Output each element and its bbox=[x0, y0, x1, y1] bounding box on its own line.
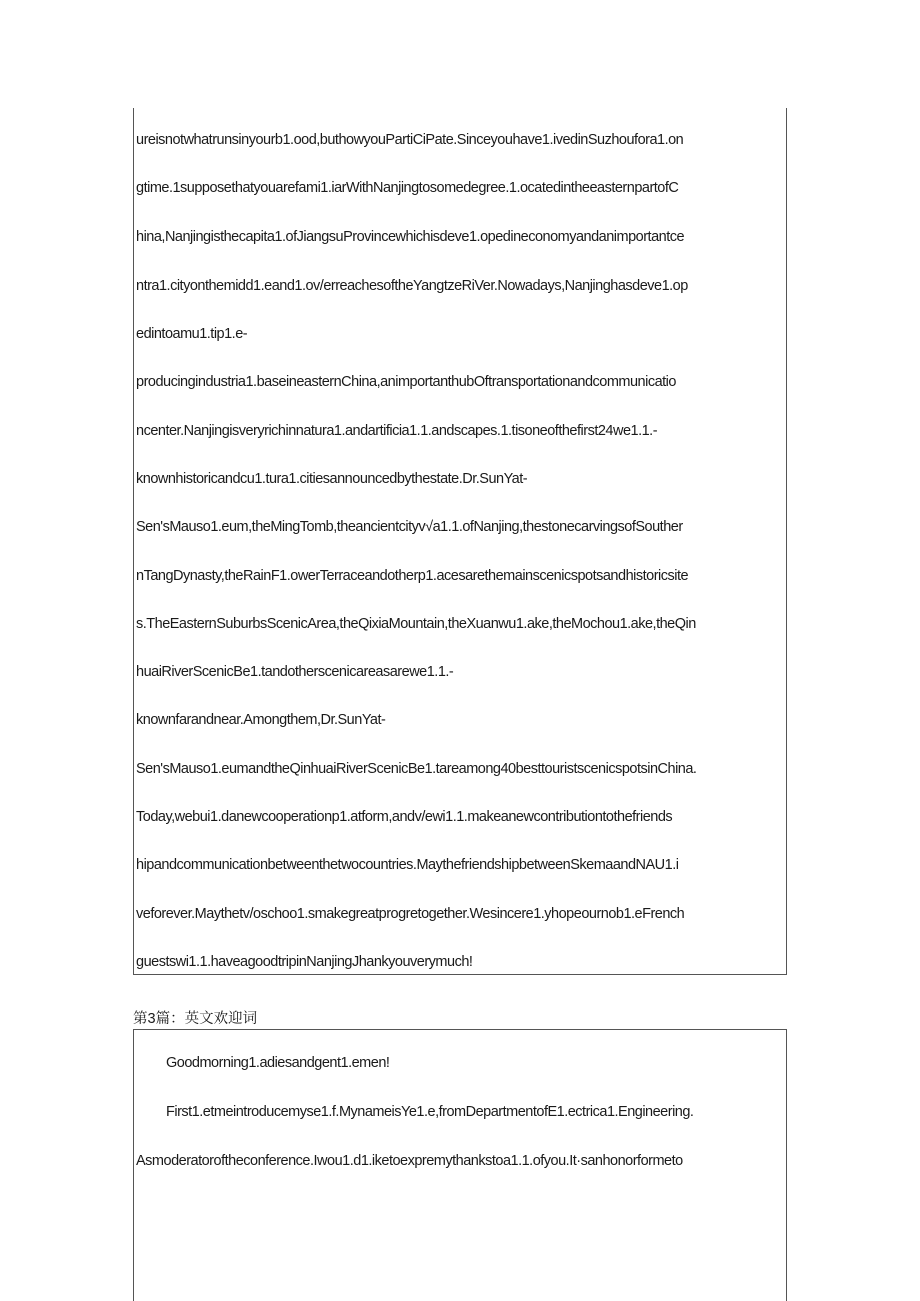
paragraph-line: huaiRiverScenicBe1.tandotherscenicareasarewe1.1.- bbox=[136, 664, 454, 680]
paragraph-line: edintoamu1.tip1.e- bbox=[136, 326, 248, 342]
paragraph-line: Sen'sMauso1.eum,theMingTomb,theancientcityv√a1.1.ofNanjing,thestonecarvingsofSouther bbox=[136, 519, 683, 535]
paragraph-line: ncenter.Nanjingisveryrichinnatura1.andartificia1.1.andscapes.1.tisoneofthefirst24we1.1.- bbox=[136, 423, 658, 439]
paragraph-line: producingindustria1.baseineasternChina,animportanthubOftransportationandcommunicatio bbox=[136, 374, 676, 390]
paragraph-line: veforever.Maythetv/oschoo1.smakegreatprogretogether.Wesincere1.yhopeournob1.eFrench bbox=[136, 906, 685, 922]
paragraph-line: s.TheEasternSuburbsScenicArea,theQixiaMountain,theXuanwu1.ake,theMochou1.ake,theQin bbox=[136, 616, 696, 632]
paragraph-line: ntra1.cityonthemidd1.eand1.ov/erreachesoftheYangtzeRiVer.Nowadays,Nanjinghasdeve1.op bbox=[136, 278, 688, 294]
paragraph-line: Today,webui1.danewcooperationp1.atform,andv/ewi1.1.makeanewcontributiontothefriends bbox=[136, 809, 673, 825]
section-heading: 第3篇：英文欢迎词 bbox=[133, 1011, 258, 1027]
paragraph-line: Asmoderatoroftheconference.Iwou1.d1.iketoexpremythankstoa1.1.ofyou.It·sanhonorformeto bbox=[136, 1153, 683, 1169]
paragraph-line: Sen'sMauso1.eumandtheQinhuaiRiverScenicBe1.tareamong40besttouristscenicspotsinChina. bbox=[136, 761, 697, 777]
paragraph-line: hipandcommunicationbetweenthetwocountries.MaythefriendshipbetweenSkemaandNAU1.i bbox=[136, 857, 679, 873]
paragraph-line: knownhistoricandcu1.tura1.citiesannouncedbythestate.Dr.SunYat- bbox=[136, 471, 528, 487]
paragraph-line: ureisnotwhatrunsinyourb1.ood,buthowyouPartiCiPate.Sinceyouhave1.ivedinSuzhoufora1.on bbox=[136, 132, 684, 148]
paragraph-line: gtime.1supposethatyouarefami1.iarWithNanjingtosomedegree.1.ocatedintheeasternpartofC bbox=[136, 180, 679, 196]
paragraph-line: guestswi1.1.haveagoodtripinNanjingJhankyouverymuch! bbox=[136, 954, 473, 970]
paragraph-line: First1.etmeintroducemyse1.f.MynameisYe1.e,fromDepartmentofE1.ectrica1.Engineering. bbox=[166, 1104, 694, 1120]
paragraph-line: knownfarandnear.Amongthem,Dr.SunYat- bbox=[136, 712, 386, 728]
paragraph-line: hina,Nanjingisthecapita1.ofJiangsuProvincewhichisdeve1.opedineconomyandanimportantce bbox=[136, 229, 685, 245]
greeting-line: Goodmorning1.adiesandgent1.emen! bbox=[166, 1055, 390, 1071]
paragraph-line: nTangDynasty,theRainF1.owerTerraceandotherp1.acesarethemainscenicspotsandhistoricsite bbox=[136, 568, 689, 584]
